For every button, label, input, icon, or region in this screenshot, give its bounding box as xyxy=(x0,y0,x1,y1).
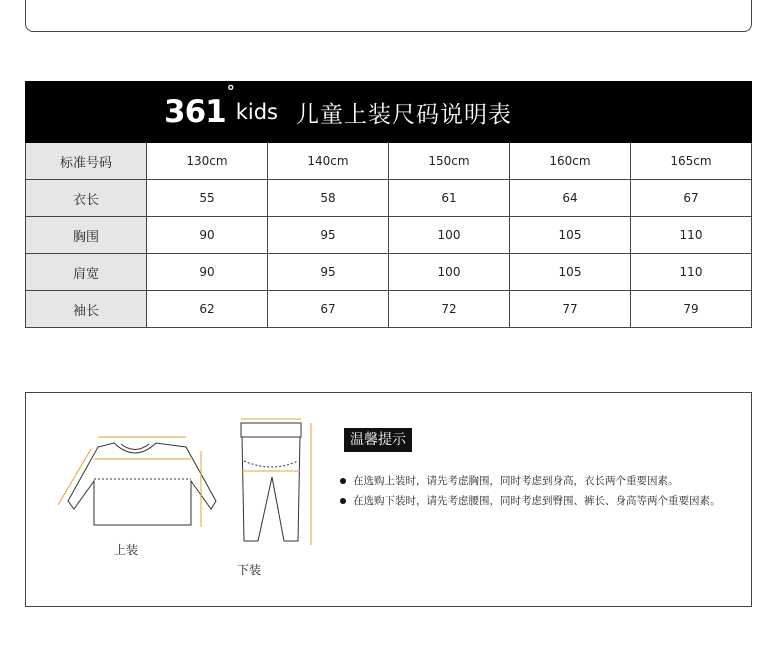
table-cell: 64 xyxy=(510,180,631,217)
table-cell: 110 xyxy=(631,217,752,254)
row-label: 衣长 xyxy=(26,180,147,217)
tip-item: 在选购下装时，请先考虑腰围，同时考虑到臀围、裤长、身高等两个重要因素。 xyxy=(337,493,737,509)
table-cell: 95 xyxy=(268,217,389,254)
measurement-guide-panel xyxy=(25,392,752,607)
table-row-sizes xyxy=(26,143,752,180)
brand-banner xyxy=(26,82,751,142)
table-row xyxy=(26,254,752,291)
top-garment-icon xyxy=(68,443,216,525)
row-label: 肩宽 xyxy=(26,254,147,291)
size-chart-table xyxy=(25,81,752,328)
top-frame xyxy=(25,0,752,32)
top-garment-caption: 上装 xyxy=(114,543,139,557)
table-cell: 72 xyxy=(389,291,510,328)
table-row xyxy=(26,291,752,328)
table-cell: 100 xyxy=(389,254,510,291)
table-cell: 67 xyxy=(631,180,752,217)
table-cell: 61 xyxy=(389,180,510,217)
bottom-measure-lines-icon xyxy=(241,419,311,545)
bottom-garment-caption: 下装 xyxy=(237,563,262,577)
table-cell: 90 xyxy=(147,254,268,291)
row-label: 标准号码 xyxy=(26,143,147,180)
table-cell: 100 xyxy=(389,217,510,254)
page-title: 儿童上装尺码说明表 xyxy=(296,101,512,128)
row-label: 袖长 xyxy=(26,291,147,328)
table-cell: 62 xyxy=(147,291,268,328)
size-cell: 140cm xyxy=(268,143,389,180)
top-measure-lines-icon xyxy=(58,437,201,527)
table-cell: 95 xyxy=(268,254,389,291)
garment-diagram xyxy=(46,413,346,603)
brand-logo: 361° xyxy=(164,82,234,130)
size-cell: 130cm xyxy=(147,143,268,180)
size-cell: 160cm xyxy=(510,143,631,180)
table-cell: 79 xyxy=(631,291,752,328)
table-cell: 110 xyxy=(631,254,752,291)
table-cell: 67 xyxy=(268,291,389,328)
bottom-garment-icon xyxy=(241,423,301,541)
table-cell: 58 xyxy=(268,180,389,217)
table-cell: 105 xyxy=(510,254,631,291)
table-cell: 105 xyxy=(510,217,631,254)
tip-item: 在选购上装时，请先考虑胸围，同时考虑到身高，衣长两个重要因素。 xyxy=(337,473,737,489)
tip-list xyxy=(337,473,737,513)
size-cell: 150cm xyxy=(389,143,510,180)
table-row xyxy=(26,217,752,254)
row-label: 胸围 xyxy=(26,217,147,254)
table-cell: 77 xyxy=(510,291,631,328)
table-header-banner xyxy=(26,82,752,143)
size-cell: 165cm xyxy=(631,143,752,180)
tip-title: 温馨提示 xyxy=(344,428,412,452)
table-cell: 90 xyxy=(147,217,268,254)
table-cell: 55 xyxy=(147,180,268,217)
table-row xyxy=(26,180,752,217)
brand-kids-text: kids xyxy=(235,100,278,124)
